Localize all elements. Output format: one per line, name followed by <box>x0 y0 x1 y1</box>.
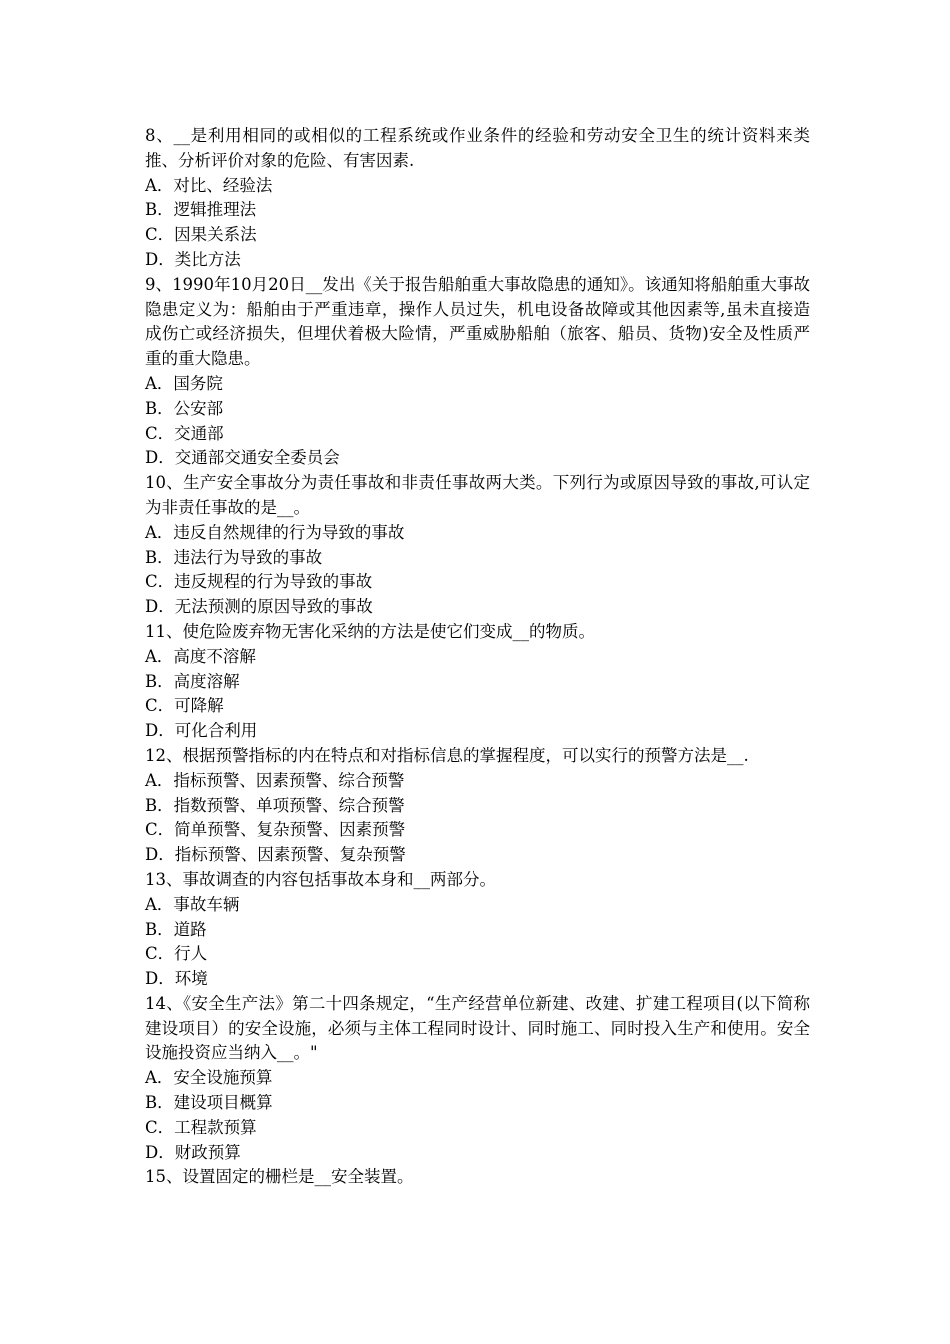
option-b: B．违法行为导致的事故 <box>145 547 323 567</box>
option-b: B．指数预警、单项预警、综合预警 <box>145 795 405 815</box>
option-a: A．对比、经验法 <box>145 175 273 195</box>
option-a: A．事故车辆 <box>145 894 240 914</box>
option-c: C．违反规程的行为导致的事故 <box>145 572 373 592</box>
question-15 <box>145 1165 810 1190</box>
option-b: B．建设项目概算 <box>145 1093 273 1113</box>
question-text: 9、1990年10月20日__发出《关于报告船舶重大事故隐患的通知》。该通知将船舶重大事故隐患定义为：船舶由于严重违章，操作人员过失，机电设备故障或其他因素等,虽未直接造成伤亡或经济损失，但埋伏着极大险情，严重威胁船舶（旅客、船员、货物)安全及性质严重的重大隐患。 <box>145 274 810 369</box>
document-page <box>145 124 810 1190</box>
question-text: 10、生产安全事故分为责任事故和非责任事故两大类。下列行为或原因导致的事故,可认定为非责任事故的是__。 <box>145 473 810 517</box>
option-a: A．安全设施预算 <box>145 1068 273 1088</box>
question-13 <box>145 868 810 992</box>
option-d: D．环境 <box>145 969 208 989</box>
option-b: B．公安部 <box>145 398 224 418</box>
question-text: 12、根据预警指标的内在特点和对指标信息的掌握程度，可以实行的预警方法是__. <box>145 745 749 765</box>
option-b: B．高度溶解 <box>145 671 240 691</box>
option-c: C．可降解 <box>145 696 224 716</box>
option-a: A．违反自然规律的行为导致的事故 <box>145 522 405 542</box>
question-text: 8、__是利用相同的或相似的工程系统或作业条件的经验和劳动安全卫生的统计资料来类推、分析评价对象的危险、有害因素. <box>145 126 810 170</box>
question-text: 11、使危险废弃物无害化采纳的方法是使它们变成__的物质。 <box>145 621 595 641</box>
option-a: A．指标预警、因素预警、综合预警 <box>145 770 405 790</box>
option-d: D．无法预测的原因导致的事故 <box>145 597 373 617</box>
question-10 <box>145 471 810 620</box>
option-c: C．因果关系法 <box>145 225 257 245</box>
option-c: C．简单预警、复杂预警、因素预警 <box>145 820 406 840</box>
question-text: 13、事故调查的内容包括事故本身和__两部分。 <box>145 869 496 889</box>
question-8 <box>145 124 810 273</box>
option-d: D．财政预算 <box>145 1142 241 1162</box>
option-c: C．交通部 <box>145 423 224 443</box>
option-c: C．工程款预算 <box>145 1117 257 1137</box>
question-9 <box>145 273 810 471</box>
option-b: B．逻辑推理法 <box>145 200 257 220</box>
question-text: 15、设置固定的栅栏是__安全装置。 <box>145 1167 414 1187</box>
question-text: 14、《安全生产法》第二十四条规定，“生产经营单位新建、改建、扩建工程项目(以下简称建设项目）的安全设施，必须与主体工程同时设计、同时施工、同时投入生产和使用。安全设施投资应当纳入__。" <box>145 993 810 1063</box>
option-a: A．国务院 <box>145 373 223 393</box>
option-d: D．交通部交通安全委员会 <box>145 448 340 468</box>
option-b: B．道路 <box>145 919 207 939</box>
option-d: D．指标预警、因素预警、复杂预警 <box>145 845 406 865</box>
option-d: D．类比方法 <box>145 249 241 269</box>
question-14 <box>145 992 810 1166</box>
option-d: D．可化合利用 <box>145 721 258 741</box>
option-c: C．行人 <box>145 944 208 964</box>
question-11 <box>145 620 810 744</box>
option-a: A．高度不溶解 <box>145 646 256 666</box>
question-12 <box>145 744 810 868</box>
